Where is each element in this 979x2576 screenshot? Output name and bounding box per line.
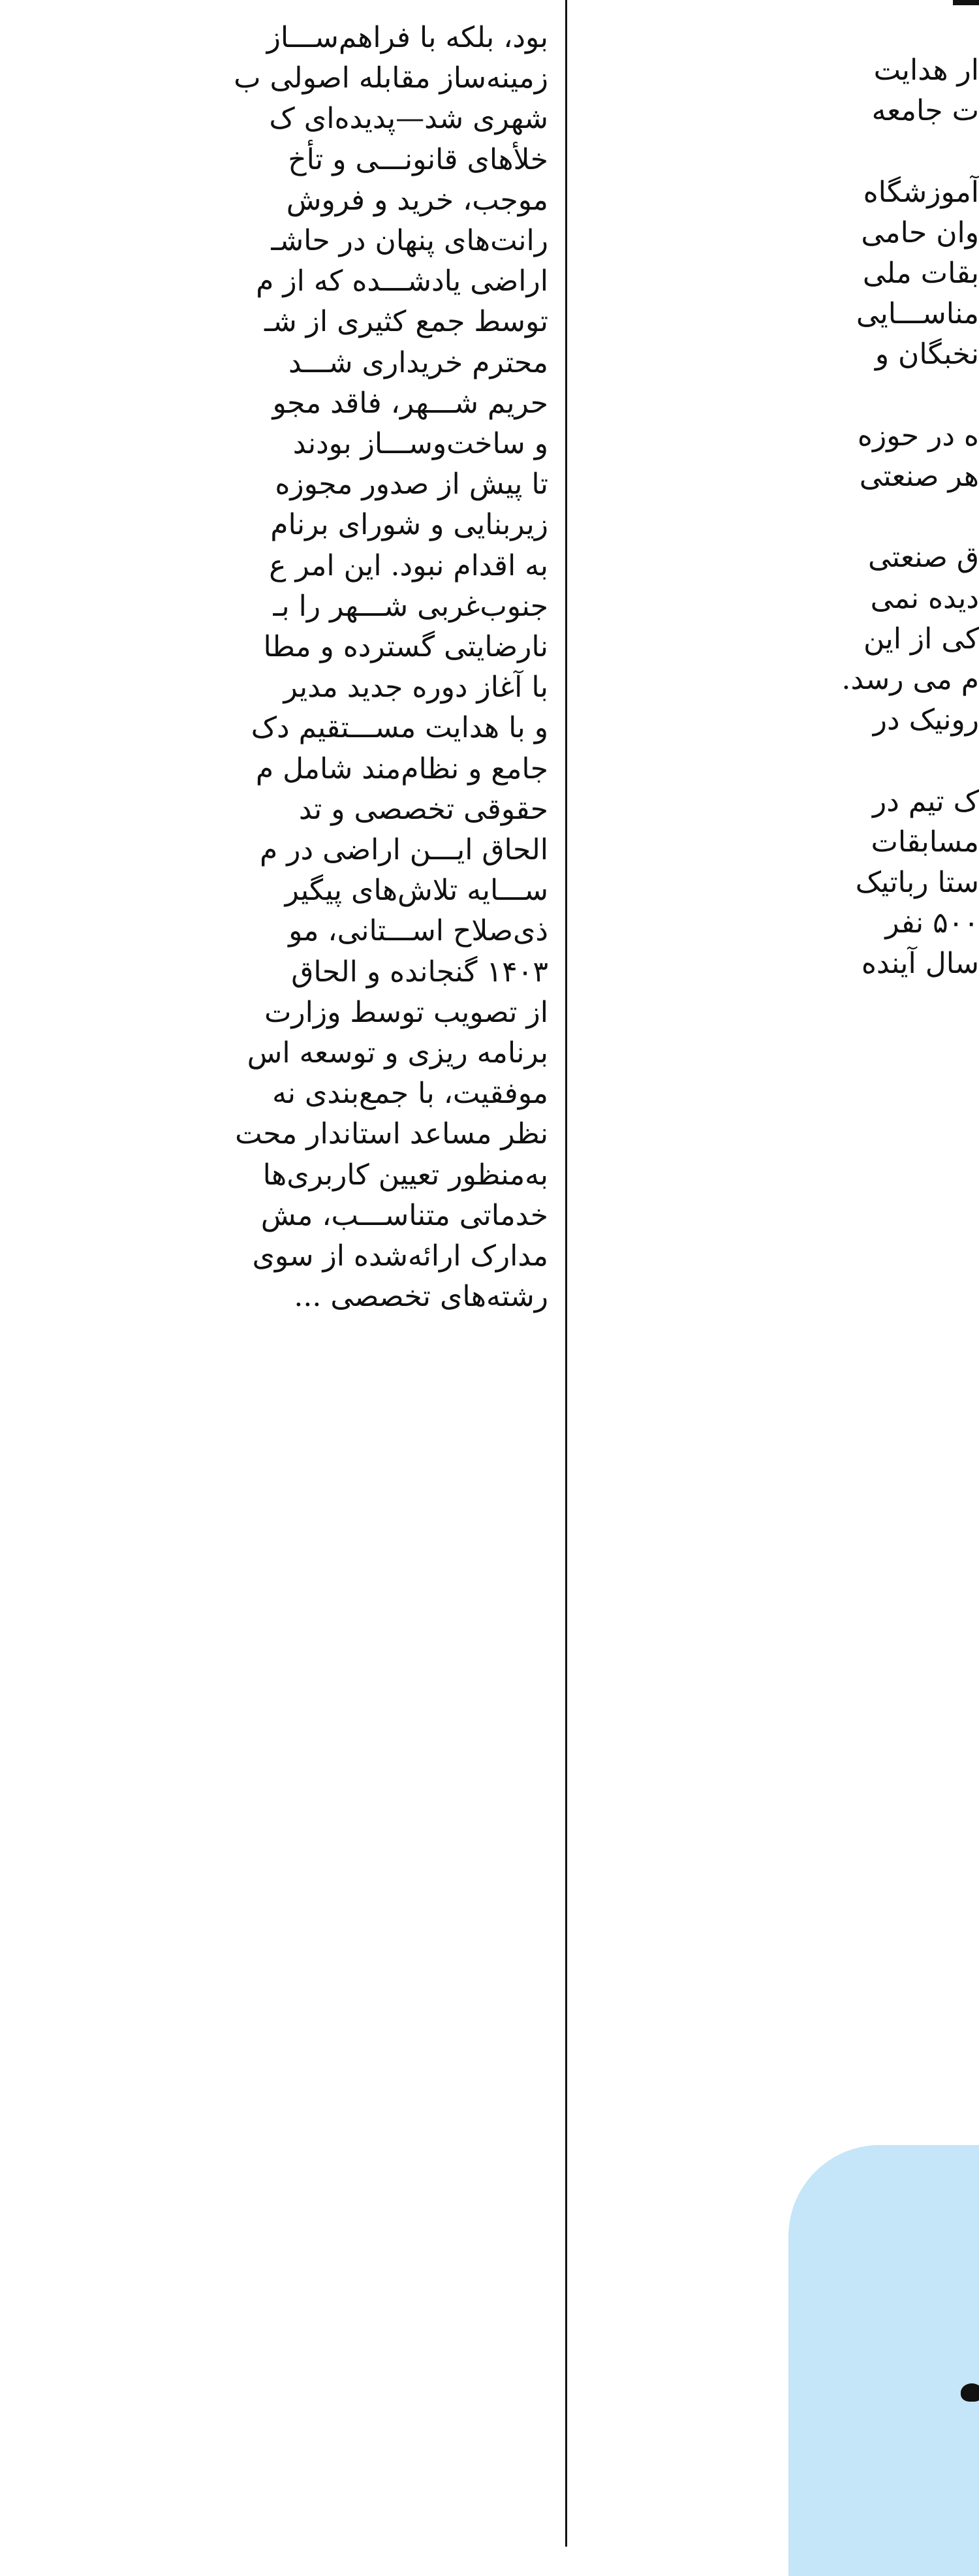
left-column-line: زیربنایی و شورای برنام xyxy=(270,508,548,542)
right-column-line: ۵۰۰ نفر xyxy=(885,906,979,940)
right-column-line: دیده نمی xyxy=(870,581,979,615)
left-column-line: تا پیش از صدور مجوزه xyxy=(275,468,548,501)
right-column-line: ک تیم در xyxy=(872,784,979,818)
left-column-line: زمینه‌ساز مقابله اصولی ب xyxy=(234,61,548,95)
left-column-line: حریم شـــهر، فاقد مجو xyxy=(272,386,548,420)
left-column-line: برنامه ریزی و توسعه اس xyxy=(247,1036,548,1070)
left-column-line: نظر مساعد استاندار محت xyxy=(235,1117,548,1151)
left-column-line: و ساخت‌وســـاز بودند xyxy=(292,427,548,460)
left-column-line: به‌منظور تعیین کاربری‌ها xyxy=(262,1158,548,1192)
left-column-line: با آغاز دوره جدید مدیر xyxy=(283,671,548,705)
right-column-line: سال آینده xyxy=(861,947,979,981)
left-column-line: بود، بلکه با فراهم‌ســـاز xyxy=(266,21,548,54)
right-column-line: وان حامی xyxy=(861,215,979,249)
right-column-line: ار هدایت xyxy=(873,54,979,87)
left-column-line: و با هدایت مســـتقیم دک xyxy=(251,711,548,745)
left-column-line: جامع و نظام‌مند شامل م xyxy=(255,752,548,786)
right-column-line: ه در حوزه xyxy=(857,419,979,453)
left-column-line: نارضایتی گسترده و مطا xyxy=(263,630,548,663)
right-column-line: هر صنعتی xyxy=(859,460,979,493)
left-column-line: موفقیت، با جمع‌بندی نه xyxy=(272,1077,548,1111)
callout-box xyxy=(788,2145,979,2576)
right-column-line: مناســـایی xyxy=(856,297,979,331)
left-column-line: توسط جمع کثیری از شـ xyxy=(264,305,548,339)
left-column-line: موجب، خرید و فروش xyxy=(286,183,548,217)
left-column-line: محترم خریداری شـــد xyxy=(288,345,548,379)
right-column-line: کی از این xyxy=(863,622,979,656)
left-column-line: ســـایه تلاش‌های پیگیر xyxy=(285,874,548,908)
left-column-line: خدماتی متناســـب، مش xyxy=(260,1198,548,1232)
right-column-line: ستا رباتیک xyxy=(855,866,979,899)
left-column-line: مدارک ارائه‌شده از سوی xyxy=(252,1239,548,1273)
left-column-line: شهری شد—پدیده‌ای ک xyxy=(269,102,548,136)
right-column-line: آموزشگاه xyxy=(863,175,979,209)
right-column-line: رونیک در xyxy=(873,703,979,737)
right-column-line: مسابقات xyxy=(871,825,979,859)
left-column-line: حقوقی تخصصی و تد xyxy=(298,792,548,826)
left-column-line: ۱۴۰۳ گنجانده و الحاق xyxy=(291,955,548,989)
left-column-line: خلأهای قانونـــی و تأخ xyxy=(288,142,548,176)
right-column-line: نخبگان و xyxy=(875,338,979,372)
left-column-line: از تصویب توسط وزارت xyxy=(264,995,548,1029)
column-divider xyxy=(565,0,567,2547)
left-column-line: ذی‌صلاح اســـتانی، مو xyxy=(288,914,548,948)
left-column-line: رانت‌های پنهان در حاشـ xyxy=(271,224,548,257)
left-column-line: به اقدام نبود. این امر ع xyxy=(269,549,548,582)
left-column-line: جنوب‌غربی شـــهر را بـ xyxy=(273,589,548,623)
left-column-line: اراضی یادشـــده که از م xyxy=(256,264,548,298)
right-column-line: بقات ملی xyxy=(862,257,979,290)
right-column-line: م می رسد. xyxy=(841,663,979,696)
right-column-line: ت جامعه xyxy=(871,94,979,128)
left-column-line: الحاق ایـــن اراضی در م xyxy=(260,833,548,867)
right-column-line: ق صنعتی xyxy=(868,541,979,575)
left-column-line: رشته‌های تخصصی ... xyxy=(294,1280,548,1314)
callout-bullet-icon xyxy=(961,2383,979,2402)
